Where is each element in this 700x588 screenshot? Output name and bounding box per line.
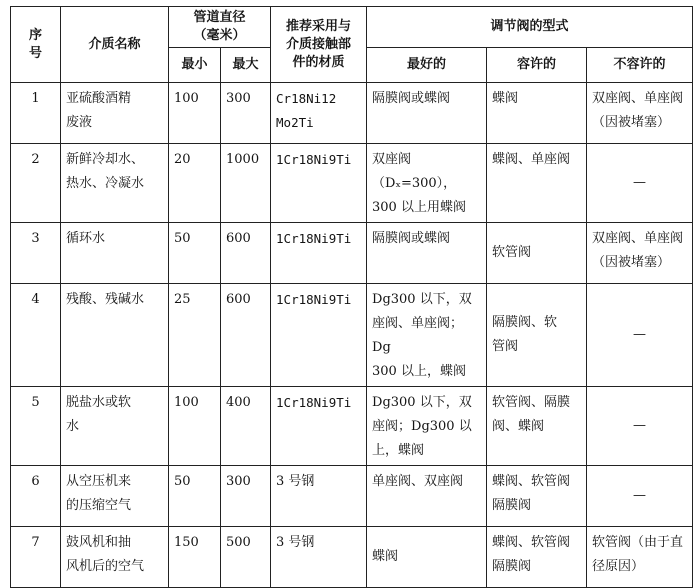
cell-best: 隔膜阀或蝶阀 (367, 223, 487, 284)
cell-seq: 7 (11, 527, 61, 588)
table-row (11, 527, 693, 588)
cell-medium: 新鲜冷却水、 热水、冷凝水 (61, 144, 169, 223)
header-material: 推荐采用与 介质接触部 件的材质 (271, 7, 367, 83)
cell-min: 20 (169, 144, 221, 223)
cell-min: 100 (169, 83, 221, 144)
cell-material: 3 号钢 (271, 466, 367, 527)
cell-best: 单座阀、双座阀 (367, 466, 487, 527)
valve-selection-table (10, 6, 693, 588)
cell-best: 隔膜阀或蝶阀 (367, 83, 487, 144)
cell-max: 600 (221, 284, 271, 387)
cell-max: 600 (221, 223, 271, 284)
cell-material: 1Cr18Ni9Ti (271, 387, 367, 466)
cell-medium: 脱盐水或软 水 (61, 387, 169, 466)
table-row (11, 466, 693, 527)
header-diameter: 管道直径 （毫米） (169, 7, 271, 48)
cell-best: 蝶阀 (367, 527, 487, 588)
cell-allowed: 软管阀 (487, 223, 587, 284)
cell-seq: 4 (11, 284, 61, 387)
table-row (11, 387, 693, 466)
cell-best: 双座阀（Dₓ=300）， 300 以上用蝶阀 (367, 144, 487, 223)
cell-max: 300 (221, 83, 271, 144)
table-row (11, 223, 693, 284)
document-page (10, 6, 692, 574)
table-row (11, 83, 693, 144)
cell-allowed: 蝶阀、软管阀 隔膜阀 (487, 527, 587, 588)
cell-material: 1Cr18Ni9Ti (271, 223, 367, 284)
cell-not-allowed: — (587, 387, 693, 466)
header-diameter-min: 最小 (169, 48, 221, 83)
cell-max: 500 (221, 527, 271, 588)
cell-not-allowed: 双座阀、单座阀 （因被堵塞） (587, 223, 693, 284)
cell-allowed: 蝶阀 (487, 83, 587, 144)
header-seq: 序 号 (11, 7, 61, 83)
cell-not-allowed: — (587, 144, 693, 223)
cell-allowed: 软管阀、隔膜 阀、蝶阀 (487, 387, 587, 466)
table-row (11, 144, 693, 223)
cell-not-allowed: — (587, 466, 693, 527)
header-valve-type: 调节阀的型式 (367, 7, 693, 48)
cell-not-allowed: 软管阀（由于直 径原因） (587, 527, 693, 588)
cell-medium: 亚硫酸酒精 废液 (61, 83, 169, 144)
cell-not-allowed: 双座阀、单座阀 （因被堵塞） (587, 83, 693, 144)
table-row (11, 284, 693, 387)
cell-medium: 鼓风机和抽 风机后的空气 (61, 527, 169, 588)
header-not-allowed: 不容许的 (587, 48, 693, 83)
cell-seq: 1 (11, 83, 61, 144)
cell-allowed: 蝶阀、软管阀 隔膜阀 (487, 466, 587, 527)
cell-seq: 5 (11, 387, 61, 466)
cell-min: 50 (169, 223, 221, 284)
header-medium: 介质名称 (61, 7, 169, 83)
cell-min: 100 (169, 387, 221, 466)
cell-min: 150 (169, 527, 221, 588)
cell-material: 3 号钢 (271, 527, 367, 588)
cell-seq: 6 (11, 466, 61, 527)
table-header-row (11, 7, 693, 48)
header-allowed: 容许的 (487, 48, 587, 83)
cell-seq: 2 (11, 144, 61, 223)
cell-not-allowed: — (587, 284, 693, 387)
cell-material: 1Cr18Ni9Ti (271, 284, 367, 387)
cell-best: Dg300 以下，双 座阀；Dg300 以 上，蝶阀 (367, 387, 487, 466)
cell-medium: 从空压机来 的压缩空气 (61, 466, 169, 527)
cell-min: 50 (169, 466, 221, 527)
header-best: 最好的 (367, 48, 487, 83)
cell-seq: 3 (11, 223, 61, 284)
cell-best: Dg300 以下，双 座阀、单座阀；Dg 300 以上，蝶阀 (367, 284, 487, 387)
cell-allowed: 隔膜阀、软 管阀 (487, 284, 587, 387)
cell-medium: 残酸、残碱水 (61, 284, 169, 387)
header-diameter-max: 最大 (221, 48, 271, 83)
cell-max: 400 (221, 387, 271, 466)
cell-material: Cr18Ni12 Mo2Ti (271, 83, 367, 144)
cell-allowed: 蝶阀、单座阀 (487, 144, 587, 223)
cell-min: 25 (169, 284, 221, 387)
cell-max: 1000 (221, 144, 271, 223)
cell-max: 300 (221, 466, 271, 527)
cell-material: 1Cr18Ni9Ti (271, 144, 367, 223)
cell-medium: 循环水 (61, 223, 169, 284)
